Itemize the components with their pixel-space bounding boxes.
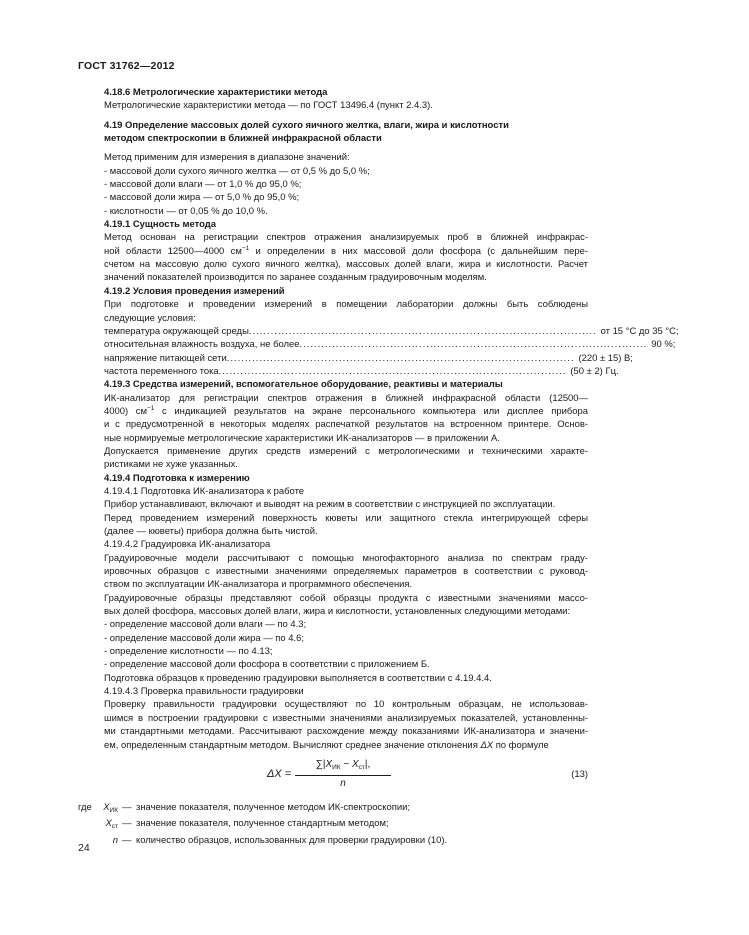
definition-symbol (100, 834, 122, 847)
text-span: 4000) см (104, 405, 147, 417)
sum-symbol: ∑ (315, 758, 323, 770)
definition-symbol (100, 801, 122, 817)
paragraph-line: ристиками не хуже указанных. (104, 459, 238, 471)
text-span: по формуле (493, 739, 549, 751)
subsection-title: 4.19.4.3 Проверка правильности градуировки (104, 686, 304, 698)
paragraph-line: Допускается применение других средств измерений с метрологическими и техническими характе- (104, 445, 588, 457)
condition-row (104, 325, 679, 338)
math-symbol: n (112, 834, 118, 846)
leader-dots: ................................................................................................ (248, 325, 597, 337)
condition-value: (220 ± 15) В; (578, 352, 633, 364)
condition-value: от 15 °С до 35 °С; (600, 325, 679, 337)
range-intro: Метод применим для измерения в диапазоне значений: (104, 152, 350, 164)
condition-label: частота переменного тока (104, 365, 219, 377)
paragraph-line: Метод основан на регистрации спектров отражения анализируемых проб в ближней инфракрас- (104, 232, 588, 244)
document-body (104, 86, 679, 802)
method-item: - определение массовой доли фосфора в соответствии с приложением Б. (104, 659, 430, 671)
text-span: ем, определенным стандартным методом. Вычисляют среднее значение отклонения (104, 739, 481, 751)
definition-row (78, 801, 447, 817)
formula-number: (13) (571, 768, 588, 780)
math-symbol: X (352, 758, 359, 770)
subsection-title: 4.19.4.2 Градуировка ИК-анализатора (104, 539, 271, 551)
definition-row (78, 817, 447, 833)
paragraph-line: значений показателей производится по заранее созданным градуировочным моделям. (104, 272, 487, 284)
paragraph-line: ировочных образцов с известными значениями определяемых параметров в соответствии с руковод- (104, 566, 588, 578)
subsection-title: 4.19.4.1 Подготовка ИК-анализатора к работе (104, 485, 305, 497)
definition-text: значение показателя, полученное методом ИК-спектроскопии; (136, 802, 410, 813)
paragraph-line: следующие условия: (104, 312, 196, 324)
paragraph-line: Прибор устанавливают, включают и выводят на режим в соответствии с инструкцией по эксплуатации. (104, 499, 556, 511)
leader-dots: ................................................................................................ (226, 352, 575, 364)
math-symbol: X (103, 802, 110, 813)
page-number: 24 (78, 842, 90, 854)
formula-denominator: n (340, 778, 346, 790)
definition-dash: — (122, 802, 132, 813)
paragraph-line: Перед проведением измерений поверхность кюветы или защитного стекла интегрирующей сферы (104, 512, 588, 524)
condition-row (104, 365, 619, 378)
leader-dots: ................................................................................................ (218, 365, 567, 377)
paragraph-line: ИК-анализатор для регистрации спектров отражения в ближней инфракрасной области (12500— (104, 392, 588, 404)
paragraph-line: Подготовка образцов к проведению градуировки выполняется в соответствии с 4.19.4.4. (104, 672, 492, 684)
math-symbol: ΔX (480, 739, 494, 751)
definition-prefix: где (78, 802, 92, 813)
section-title-4-19-2: 4.19.2 Условия проведения измерений (104, 285, 285, 297)
range-item: - кислотности — от 0,05 % до 10,0 %. (104, 205, 268, 217)
section-title-4-19-3: 4.19.3 Средства измерений, вспомогательное оборудование, реактивы и материалы (104, 379, 503, 391)
paragraph-line (104, 245, 588, 258)
paragraph-line: вых долей фосфора, массовых долей влаги, жира и кислотности, установленных следующими методами: (104, 606, 571, 618)
paragraph-line (104, 739, 588, 752)
paragraph-line: ми стандартными методами. Рассчитывают расхождение между показаниями ИК-анализатора и значени- (104, 726, 588, 738)
superscript: −1 (146, 404, 155, 412)
method-item: - определение кислотности — по 4.13; (104, 646, 273, 658)
condition-label: относительная влажность воздуха, не более (104, 339, 300, 351)
definition-prefix (78, 817, 100, 833)
range-item: - массовой доли влаги — от 1,0 % до 95,0 %; (104, 179, 302, 191)
subscript: ИК (109, 807, 118, 814)
formula-lhs: ΔX = (267, 767, 292, 780)
text-span: с индикацией результатов на экране персонального компьютера или дисплее прибора (154, 405, 589, 417)
paragraph-line: При подготовке и проведении измерений в помещении лаборатории должны быть соблюдены (104, 299, 588, 311)
symbol-definitions (78, 801, 447, 847)
text-span: ной области 12500—4000 см (104, 245, 242, 257)
minus-sign: − (340, 758, 352, 770)
subscript: ст (111, 823, 118, 831)
range-item: - массовой доли сухого яичного желтка — от 0,5 % до 5,0 %; (104, 165, 370, 177)
condition-row (104, 338, 676, 351)
page-header: ГОСТ 31762—2012 (78, 60, 175, 72)
paragraph-line: шимся в построении градуировки с известными значениями анализируемых показателей, установленны- (104, 712, 588, 724)
section-text-4-18-6: Метрологические характеристики метода — по ГОСТ 13496.4 (пункт 2.4.3). (104, 100, 433, 112)
section-title-4-18-6: 4.18.6 Метрологические характеристики метода (104, 87, 328, 98)
paragraph-line: счетом на массовую долю сухого яичного желтка), массовых долей влаги, жира и кислотности. Расчет (104, 259, 588, 271)
method-item: - определение массовой доли жира — по 4.6; (104, 632, 304, 644)
superscript: −1 (241, 244, 250, 252)
paragraph-line: Проверку правильности градуировки осуществляют по 10 контрольным образцам, не использовав- (104, 699, 588, 711)
paragraph-line: ством по эксплуатации ИК-анализатора и программного обеспечения. (104, 579, 413, 591)
definition-dash: — (122, 834, 132, 846)
condition-label: напряжение питающей сети (104, 352, 227, 364)
definition-dash: — (122, 818, 132, 830)
math-symbol: X (325, 758, 333, 770)
paragraph-line: Градуировочные модели рассчитывают с помощью многофакторного анализа по спектрам граду- (104, 552, 588, 564)
formula-fraction (295, 758, 391, 791)
section-title-4-19-line2: методом спектроскопии в ближней инфракрасной области (104, 133, 382, 145)
condition-row (104, 352, 633, 365)
method-item: - определение массовой доли влаги — по 4.3; (104, 619, 307, 631)
formula-numerator: $\sum|X_{ИК} - X_{ст}|$, (295, 758, 391, 776)
math-symbol: X (105, 818, 112, 830)
section-title-4-19-line1: 4.19 Определение массовых долей сухого яичного желтка, влаги, жира и кислотности (104, 119, 509, 131)
leader-dots: ................................................................................................ (299, 339, 648, 351)
paragraph-line: Градуировочные образцы представляют собой образцы продукта с известными значениями массо- (104, 592, 588, 604)
subscript: ст (358, 763, 365, 771)
condition-value: (50 ± 2) Гц. (570, 365, 619, 377)
range-item: - массовой доли жира — от 5,0 % до 95,0 %; (104, 192, 300, 204)
definition-text: значение показателя, полученное стандартным методом; (136, 818, 389, 830)
formula-tail: , (367, 758, 371, 770)
paragraph-line (104, 405, 588, 418)
paragraph-line: ные нормируемые метрологические характеристики ИК-анализаторов — в приложении А. (104, 432, 500, 444)
text-span: и определении в них массовой доли фосфора (с дальнейшим пере- (249, 245, 588, 257)
paragraph-line: и с предусмотренной в некоторых моделях распечаткой результатов на встроенном принтере. Основ- (104, 419, 588, 431)
section-title-4-19-1: 4.19.1 Сущность метода (104, 219, 217, 231)
condition-label: температура окружающей среды (104, 325, 249, 337)
formula-13 (104, 758, 588, 802)
subscript: ИК (332, 763, 341, 771)
condition-value: 90 %; (651, 339, 676, 351)
section-title-4-19-4: 4.19.4 Подготовка к измерению (104, 472, 250, 484)
definition-symbol (100, 817, 122, 833)
paragraph-line: (далее — кюветы) прибора должна быть чистой. (104, 526, 318, 537)
definition-row (78, 834, 447, 847)
definition-text: количество образцов, использованных для проверки градуировки (10). (136, 834, 448, 846)
